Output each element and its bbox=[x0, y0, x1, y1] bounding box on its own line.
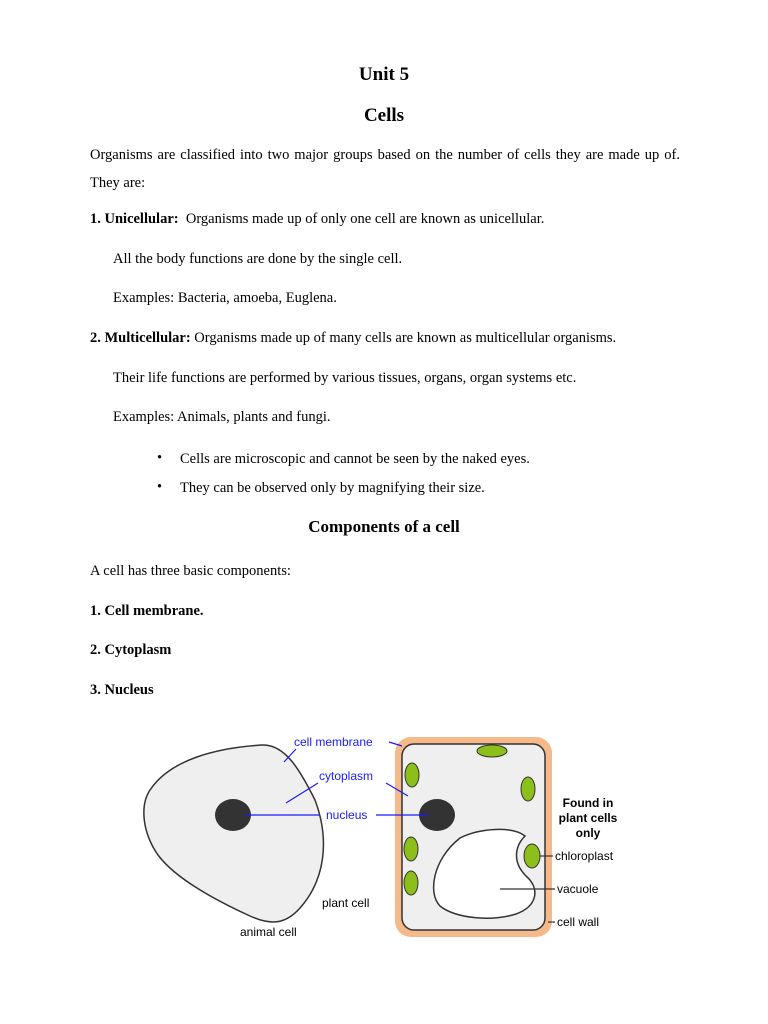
component-item: 2. Cytoplasm bbox=[90, 642, 172, 658]
components-intro: A cell has three basic components: bbox=[90, 563, 291, 579]
chloroplast-shape bbox=[521, 777, 535, 801]
bullet-dot-icon: • bbox=[157, 479, 163, 495]
section-heading: Components of a cell bbox=[308, 517, 460, 536]
label-nucleus: nucleus bbox=[326, 808, 368, 822]
label-animal-cell: animal cell bbox=[240, 925, 297, 939]
label-found-in-1: Found in bbox=[562, 796, 614, 810]
unit-title: Unit 5 bbox=[358, 64, 410, 85]
chloroplast-shape bbox=[404, 871, 418, 895]
label-cell-wall: cell wall bbox=[557, 915, 600, 929]
multicellular-functions: Their life functions are performed by various tissues, organs, organ systems etc. bbox=[113, 370, 577, 386]
unicellular-functions: All the body functions are done by the single cell. bbox=[113, 251, 403, 267]
page-title: Cells bbox=[363, 105, 405, 126]
multicellular-heading: 2. Multicellular: bbox=[90, 330, 191, 346]
multicellular-definition: Organisms made up of many cells are known as multicellular organisms. bbox=[194, 330, 617, 346]
unicellular-definition: Organisms made up of only one cell are known as unicellular. bbox=[185, 211, 545, 227]
bullet-dot-icon: • bbox=[157, 450, 163, 466]
label-found-in-2: plant cells bbox=[558, 811, 618, 825]
label-vacuole: vacuole bbox=[557, 882, 599, 896]
label-plant-cell: plant cell bbox=[322, 896, 370, 910]
unicellular-examples: Examples: Bacteria, amoeba, Euglena. bbox=[113, 290, 337, 306]
animal-cell-shape bbox=[144, 745, 324, 922]
chloroplast-shape bbox=[524, 844, 540, 868]
unicellular-heading: 1. Unicellular: bbox=[90, 211, 179, 227]
chloroplast-shape bbox=[405, 763, 419, 787]
multicellular-examples: Examples: Animals, plants and fungi. bbox=[113, 409, 331, 425]
chloroplast-shape bbox=[404, 837, 418, 861]
label-chloroplast: chloroplast bbox=[555, 849, 614, 863]
chloroplast-shape bbox=[477, 745, 507, 757]
label-found-in-3: only bbox=[575, 826, 601, 840]
label-cell-membrane: cell membrane bbox=[294, 735, 373, 749]
component-item: 1. Cell membrane. bbox=[90, 603, 204, 619]
bullet-item: Cells are microscopic and cannot be seen by the naked eyes. bbox=[180, 451, 530, 467]
component-item: 3. Nucleus bbox=[90, 682, 154, 698]
bullet-item: They can be observed only by magnifying their size. bbox=[180, 480, 485, 496]
intro-paragraph: Organisms are classified into two major groups based on the number of cells they are made up of. They are: bbox=[90, 147, 680, 191]
label-cytoplasm: cytoplasm bbox=[319, 769, 374, 783]
